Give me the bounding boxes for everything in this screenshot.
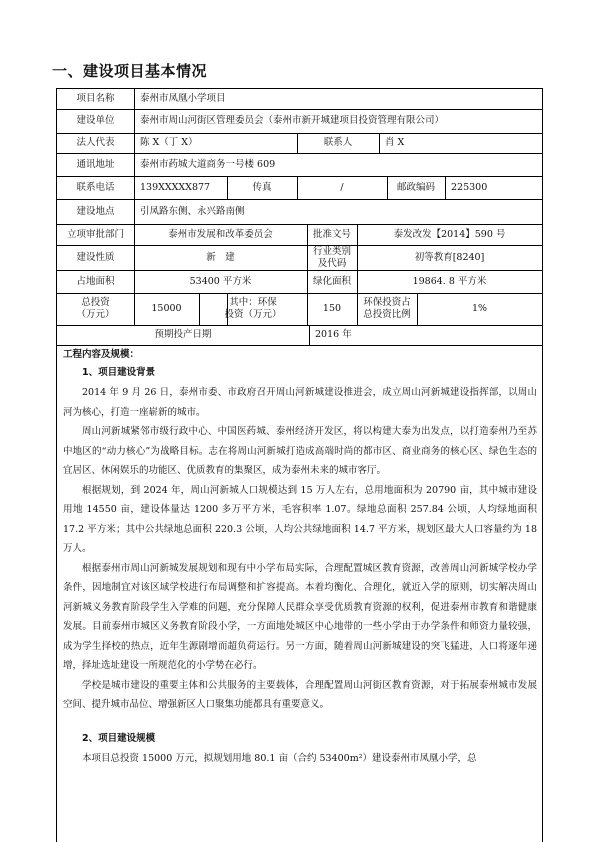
phone-label: 联系电话 — [76, 181, 115, 193]
total-investment-label-line1: 总投资 — [81, 297, 110, 308]
address-label: 通讯地址 — [76, 158, 115, 170]
industry-label-line1: 行业类别 — [312, 245, 351, 257]
postcode-value: 225300 — [451, 181, 488, 193]
address-value: 泰州市药城大道商务一号楼 609 — [140, 158, 276, 170]
nature-value: 新 建 — [206, 251, 235, 263]
approval-dept-label: 立项审批部门 — [66, 228, 124, 240]
approval-no-label: 批准文号 — [312, 228, 351, 240]
approval-dept-value: 泰州市发展和改革委员会 — [168, 228, 273, 240]
background-title: 1、项目建设背景 — [82, 367, 156, 378]
env-ratio-label — [357, 293, 417, 325]
location-value: 引凤路东侧、永兴路南侧 — [140, 205, 245, 217]
green-label: 绿化面积 — [312, 275, 351, 287]
paragraph-2: 周山河新城紧邻市级行政中心、中国医药城、泰州经济开发区，将以构建大泰为出发点，以打造泰州乃至苏中地区的“动力核心”为战略目标。志在将周山河新城打造成高端时尚的都市区、商业商务的核心区、绿色生态的宜居区、休闲娱乐的功能区、优质教育的集聚区，成为泰州未来的城市客厅。 — [63, 426, 537, 476]
section-title: 一、建设项目基本情况 — [52, 62, 208, 80]
project-name-label: 项目名称 — [76, 93, 115, 104]
industry-label-line2: 及代码 — [317, 257, 347, 269]
paragraph-5: 学校是城市建设的重要主体和公共服务的主要载体，合理配置周山河街区教育资源，对于拓展泰州城市发展空间、提升城市品位、增强新区人口聚集功能都具有重要意义。 — [63, 679, 537, 710]
project-name-value: 泰州市凤凰小学项目 — [140, 93, 226, 104]
builder-label: 建设单位 — [76, 115, 115, 126]
env-investment-value: 150 — [322, 303, 342, 314]
env-ratio-label-line1: 环保投资占 — [363, 297, 411, 308]
paragraph-3: 根据规划，到 2024 年，周山河新城人口规模达到 15 万人左右，总用地面积为 20790 亩，其中城市建设用地 14550 亩，建设体量达 1200 多万平方米，毛容积率 1.07。绿地总面积 257.84 公顷，人均绿地面积 17.2 平方米；其中公共绿地总面积 220.3 公顷，人均公共绿地面积 14.7 平方米，规划区最大人口容量约为 18 万人。 — [63, 484, 537, 554]
env-investment-label-line2: 投资（万元） — [224, 309, 282, 320]
env-ratio-value: 1% — [471, 303, 488, 314]
approval-no-value: 泰发改发【2014】590 号 — [393, 228, 506, 240]
fax-label: 传真 — [252, 181, 272, 193]
postcode-label: 邮政编码 — [396, 181, 435, 193]
contact-value: 肖 X — [385, 137, 405, 148]
paragraph-4: 根据泰州市周山河新城发展规划和现有中小学布局实际，合理配置城区教育资源，改善周山河新城学校办学条件，因地制宜对该区域学校进行布局调整和扩容提高。本着均衡化、合理化，就近入学的原则，切实解决周山河新城义务教育阶段学生入学难的问题，充分保障人民群众享受优质教育资源的权利，促进泰州市教育和谐健康发展。目前泰州市城区义务教育阶段小学，一方面地处城区中心地带的一些小学由于办学条件和师资力量较强，成为学生择校的热点，近年生源剧增而超负荷运行。另一方面，随着周山河新城建设的突飞猛进，人口将逐年递增，择址选址建设一所规范化的小学势在必行。 — [63, 562, 537, 671]
content-label: 工程内容及规模： — [63, 349, 140, 360]
phone-value: 139XXXXX877 — [140, 181, 211, 193]
legal-rep-value: 陈 X（丁 X） — [140, 137, 198, 148]
fax-value: / — [340, 181, 344, 193]
scale-title: 2、项目建设规模 — [82, 732, 156, 744]
production-date-label: 预期投产日期 — [154, 329, 212, 340]
location-label: 建设地点 — [76, 205, 115, 217]
paragraph-6: 本项目总投资 15000 万元，拟规划用地 80.1 亩（合约 53400m²）建设泰州市凤凰小学，总 — [82, 752, 477, 764]
green-value: 19864. 8 平方米 — [412, 275, 487, 287]
area-label: 占地面积 — [76, 275, 115, 287]
industry-value: 初等教育[8240] — [414, 251, 485, 263]
total-investment-label — [57, 293, 134, 325]
env-investment-label — [199, 293, 307, 325]
project-content — [63, 347, 537, 768]
paragraph-1: 2014 年 9 月 26 日，泰州市委、市政府召开周山河新城建设推进会，成立周山河新城建设指挥部，以周山河为核心，打造一座崭新的城市。 — [63, 387, 537, 418]
nature-label: 建设性质 — [76, 251, 115, 263]
legal-rep-label: 法人代表 — [76, 137, 115, 148]
contact-label: 联系人 — [323, 137, 353, 148]
total-investment-label-line2: （万元） — [76, 309, 115, 320]
production-date-value: 2016 年 — [315, 329, 352, 340]
env-ratio-label-line2: 总投资比例 — [363, 309, 411, 320]
industry-label — [307, 245, 357, 270]
project-info-table — [56, 88, 543, 842]
env-investment-label-line1: 其中：环保 — [229, 297, 277, 308]
area-value: 53400 平方米 — [189, 275, 252, 287]
total-investment-value: 15000 — [151, 303, 182, 314]
builder-value: 泰州市周山河街区管理委员会（泰州市新开城建项目投资管理有限公司） — [140, 115, 445, 126]
